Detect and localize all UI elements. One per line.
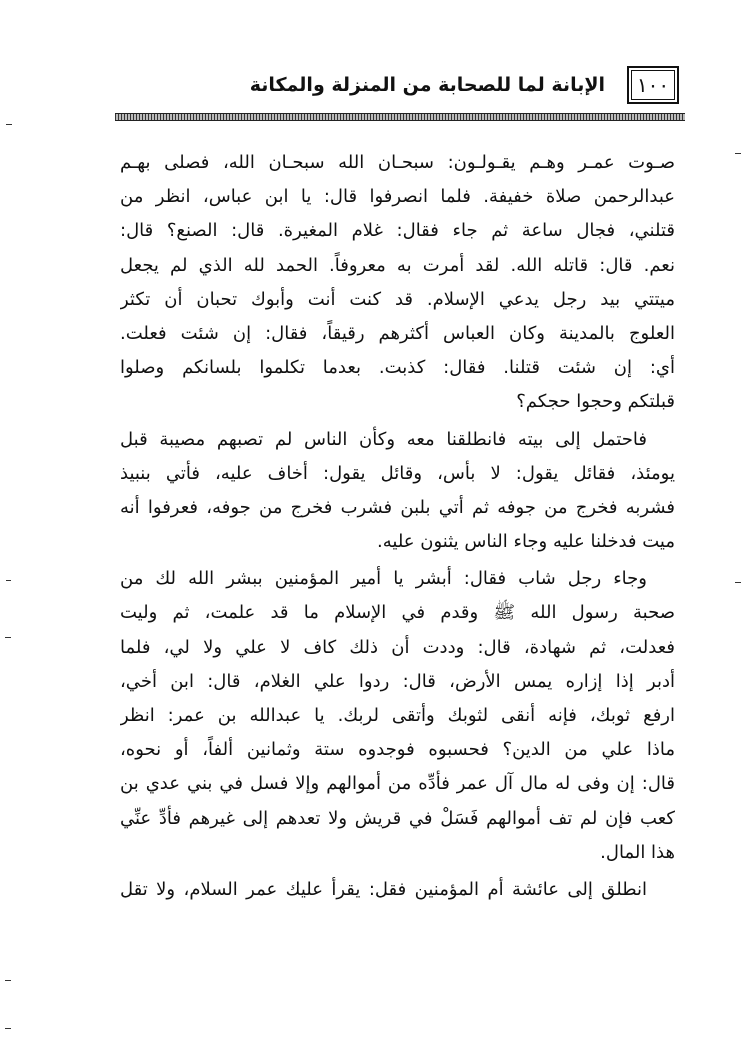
text-line: ماذا علي من الدين؟ فحسبوه فوجدوه ستة وثمانين ألفاً، أو نحوه، (120, 739, 675, 761)
text-line: كعب فإن لم تف أموالهم فَسَلْ في قريش ولا تعدهم إلى غيرهم فأدِّ عنِّي (120, 807, 675, 829)
text-line: قال: إن وفى له مال آل عمر فأدِّه من أموالهم وإلا فسل في بني عدي بن (120, 773, 675, 795)
scan-mark (735, 153, 741, 154)
paragraph (120, 562, 675, 870)
scan-mark (735, 582, 741, 583)
paragraph (120, 423, 675, 560)
text-line: ميتتي بيد رجل يدعي الإسلام. قد كنت أنت وأبوك تحبان أن تكثر (120, 288, 675, 310)
text-line: صـوت عمـر وهـم يقـولـون: سبحـان الله سبحـان الله، فصلى بهـم (120, 152, 675, 173)
paragraph (120, 873, 675, 907)
text-line: وجاء رجل شاب فقال: أبشر يا أمير المؤمنين ببشر الله لك من (120, 568, 647, 590)
text-line: فعدلت، ثم شهادة، قال: وددت أن ذلك كاف لا علي ولا لي، فلما (120, 636, 675, 658)
page-number: ١٠٠ (627, 66, 679, 104)
text-line: أدبر إذا إزاره يمس الأرض، قال: ردوا علي الغلام، قال: ابن أخي، (120, 670, 675, 692)
text-line: انطلق إلى عائشة أم المؤمنين فقل: يقرأ عليك عمر السلام، ولا تقل (120, 878, 647, 900)
paragraph (120, 146, 675, 420)
text-line: قتلني، فجال ساعة ثم جاء فقال: غلام المغيرة. قال: الصنع؟ قال: (120, 220, 675, 242)
text-line: فشربه فخرج من جوفه ثم أتي بلبن فشرب فخرج من جوفه، فعرفوا أنه (120, 496, 675, 518)
running-title: الإبانة لما للصحابة من المنزلة والمكانة (249, 74, 605, 96)
body-text (120, 146, 675, 907)
text-line: ارفع ثوبك، فإنه أنقى لثوبك وأتقى لربك. يا عبدالله بن عمر: انظر (120, 705, 675, 726)
scan-mark (5, 980, 11, 981)
text-line: العلوج بالمدينة وكان العباس أكثرهم رقيقاً، فقال: إن شئت فعلت. (120, 322, 675, 344)
page-header (115, 62, 685, 110)
scan-mark (5, 1028, 11, 1029)
text-line: ميت فدخلنا عليه وجاء الناس يثنون عليه. (377, 531, 675, 553)
scan-mark (6, 580, 11, 581)
text-line: أي: إن شئت قتلنا. فقال: كذبت. بعدما تكلموا بلسانكم وصلوا (120, 357, 675, 379)
text-line: هذا المال. (600, 841, 675, 863)
text-line: صحبة رسول الله ﷺ وقدم في الإسلام ما قد علمت، ثم وليت (120, 602, 675, 624)
text-line: قبلتكم وحجوا حجكم؟ (516, 391, 675, 413)
text-line: نعم. قال: قاتله الله. لقد أمرت به معروفاً. الحمد لله الذي لم يجعل (120, 254, 675, 276)
text-line: فاحتمل إلى بيته فانطلقنا معه وكأن الناس لم تصبهم مصيبة قبل (120, 428, 647, 450)
text-line: عبدالرحمن صلاة خفيفة. فلما انصرفوا قال: يا ابن عباس، انظر من (120, 186, 675, 208)
header-rule (115, 113, 685, 121)
text-line: يومئذ، فقائل يقول: لا بأس، وقائل يقول: أخاف عليه، فأتي بنبيذ (120, 462, 675, 484)
scan-mark (5, 637, 11, 638)
scan-mark (6, 124, 12, 125)
